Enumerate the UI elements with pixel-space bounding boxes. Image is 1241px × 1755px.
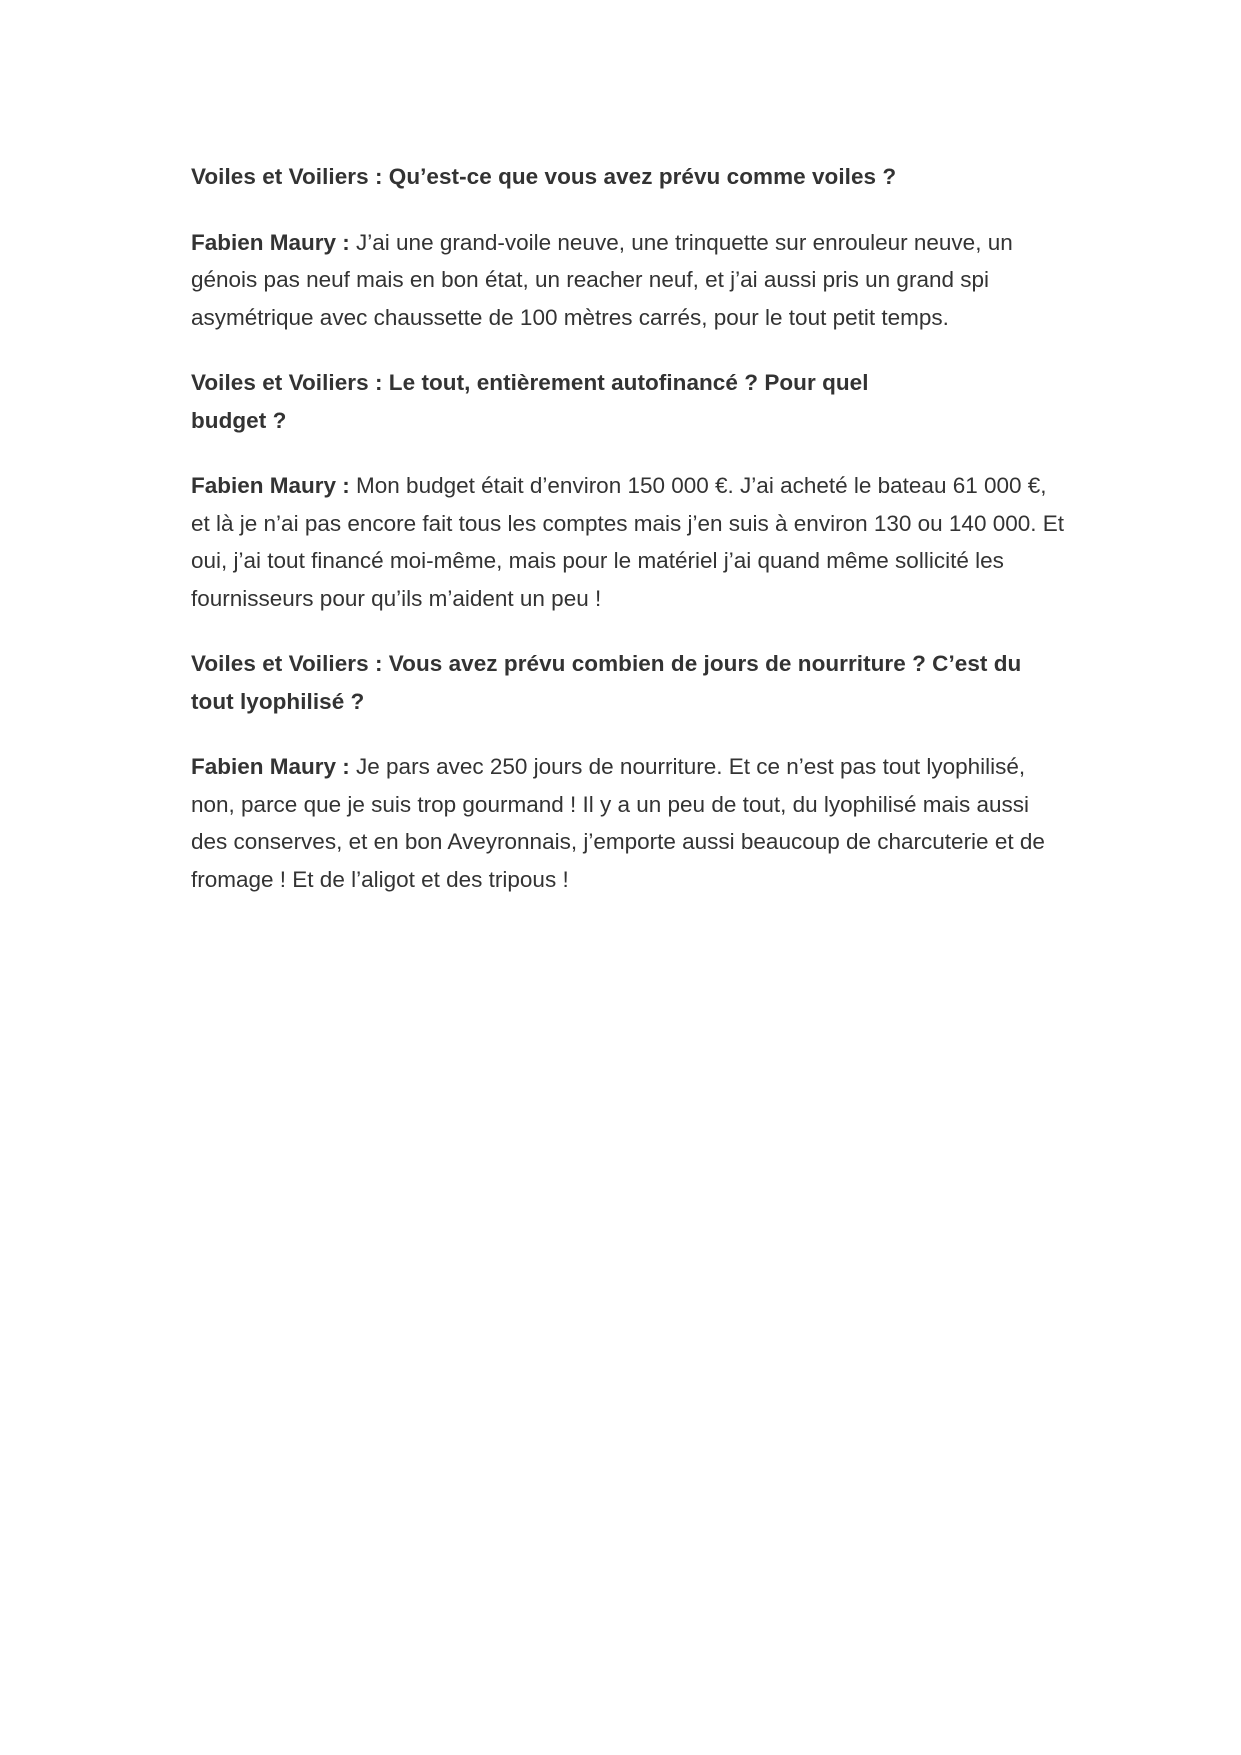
interview-question: Voiles et Voiliers : Vous avez prévu combien de jours de nourriture ? C’est du tout lyophilisé ? [191, 651, 1022, 714]
speaker-name: Fabien Maury : [191, 473, 350, 498]
document-page [191, 158, 1071, 926]
interview-answer [191, 224, 1071, 337]
answer-text: Je pars avec 250 jours de nourriture. Et ce n’est pas tout lyophilisé, non, parce que je suis trop gourmand ! Il y a un peu de tout, du lyophilisé mais aussi des conserves, et en bon Aveyronnais, j’emporte aussi beaucoup de charcuterie et de fromage ! Et de l’aligot et des tripous ! [191, 754, 1045, 892]
interview-question: Voiles et Voiliers : Qu’est-ce que vous avez prévu comme voiles ? [191, 164, 897, 189]
interview-answer [191, 467, 1071, 617]
interview-question: Voiles et Voiliers : Le tout, entièrement autofinancé ? Pour quel budget ? [191, 370, 869, 433]
answer-text: Mon budget était d’environ 150 000 €. J’ai acheté le bateau 61 000 €, et là je n’ai pas encore fait tous les comptes mais j’en suis à environ 130 ou 140 000. Et oui, j’ai tout financé moi-même, mais pour le matériel j’ai quand même sollicité les fournisseurs pour qu’ils m’aident un peu ! [191, 473, 1065, 611]
answer-text: J’ai une grand-voile neuve, une trinquette sur enrouleur neuve, un génois pas neuf mais en bon état, un reacher neuf, et j’ai aussi pris un grand spi asymétrique avec chaussette de 100 mètres carrés, pour le tout petit temps. [191, 229, 1013, 330]
interview-answer [191, 748, 1071, 898]
speaker-name: Fabien Maury : [191, 754, 350, 779]
speaker-name: Fabien Maury : [191, 229, 350, 255]
